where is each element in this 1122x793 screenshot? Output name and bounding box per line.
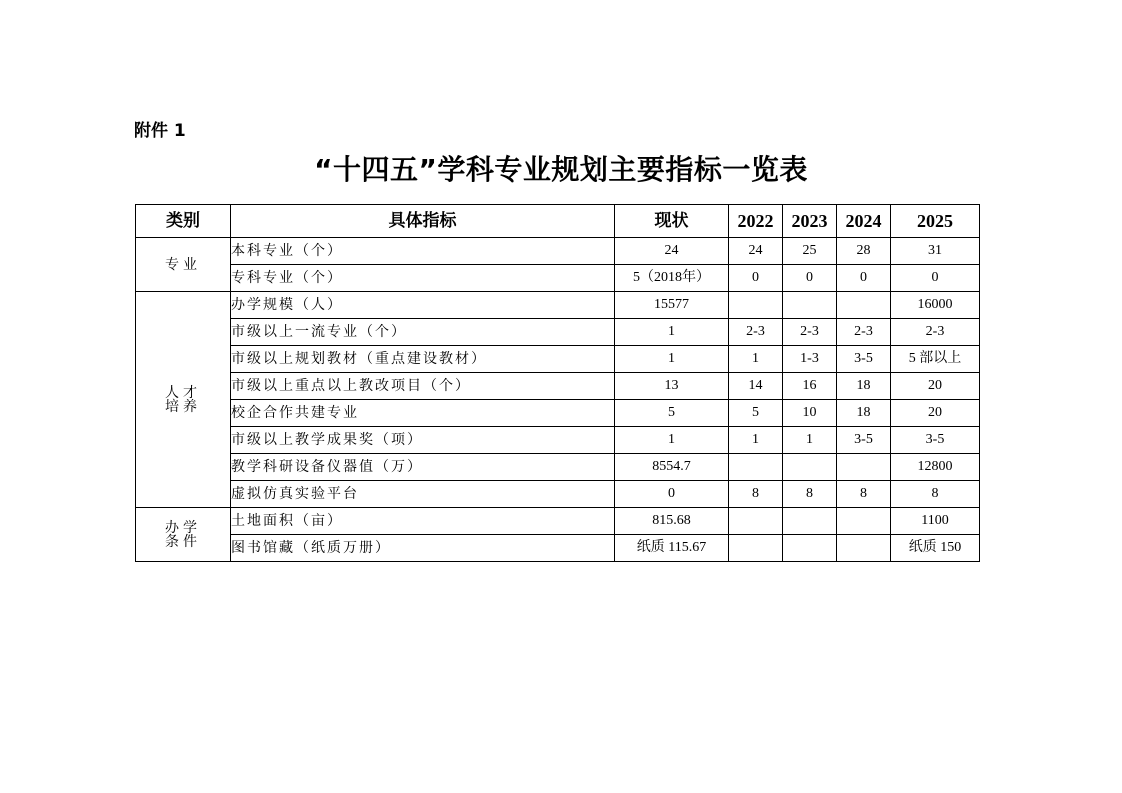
indicator-cell: 土地面积（亩）: [231, 508, 615, 535]
indicator-table: [135, 204, 980, 562]
value-2022-cell: [729, 535, 783, 562]
value-2024-cell: 2-3: [837, 319, 891, 346]
category-label: 人才: [165, 384, 201, 401]
current-value-cell: 815.68: [615, 508, 729, 535]
value-2025-cell: 20: [891, 373, 980, 400]
indicator-cell: 市级以上重点以上教改项目（个）: [231, 373, 615, 400]
value-2025-cell: 12800: [891, 454, 980, 481]
table-row: [136, 454, 980, 481]
value-2024-cell: 3-5: [837, 346, 891, 373]
value-2025-cell: 16000: [891, 292, 980, 319]
page-title: “十四五”学科专业规划主要指标一览表: [314, 153, 808, 186]
current-value-cell: 5（2018年）: [615, 265, 729, 292]
value-2022-cell: 1: [729, 346, 783, 373]
category-label: 条件: [165, 533, 201, 550]
table-row: [136, 265, 980, 292]
indicator-cell: 市级以上教学成果奖（项）: [231, 427, 615, 454]
header-year-2022: 2022: [729, 205, 783, 238]
category-cell: [136, 292, 231, 508]
category-label: 培养: [165, 398, 201, 415]
value-2025-cell: 1100: [891, 508, 980, 535]
table-row: [136, 292, 980, 319]
table-header-row: [136, 205, 980, 238]
value-2023-cell: 16: [783, 373, 837, 400]
value-2024-cell: 18: [837, 400, 891, 427]
indicator-cell: 虚拟仿真实验平台: [231, 481, 615, 508]
value-2025-cell: 8: [891, 481, 980, 508]
current-value-cell: 0: [615, 481, 729, 508]
value-2023-cell: 1-3: [783, 346, 837, 373]
current-value-cell: 1: [615, 346, 729, 373]
value-2022-cell: 24: [729, 238, 783, 265]
value-2024-cell: 8: [837, 481, 891, 508]
value-2024-cell: [837, 535, 891, 562]
value-2022-cell: 1: [729, 427, 783, 454]
value-2022-cell: [729, 454, 783, 481]
current-value-cell: 13: [615, 373, 729, 400]
value-2022-cell: 0: [729, 265, 783, 292]
value-2024-cell: 0: [837, 265, 891, 292]
indicator-cell: 办学规模（人）: [231, 292, 615, 319]
value-2023-cell: [783, 508, 837, 535]
current-value-cell: 1: [615, 319, 729, 346]
indicator-cell: 本科专业（个）: [231, 238, 615, 265]
value-2024-cell: [837, 508, 891, 535]
value-2023-cell: [783, 292, 837, 319]
value-2025-cell: 5 部以上: [891, 346, 980, 373]
table-row: [136, 481, 980, 508]
value-2023-cell: 10: [783, 400, 837, 427]
value-2022-cell: [729, 508, 783, 535]
value-2024-cell: 18: [837, 373, 891, 400]
attachment-label: 附件 1: [134, 121, 186, 141]
header-current: 现状: [615, 205, 729, 238]
value-2023-cell: 8: [783, 481, 837, 508]
category-cell: [136, 508, 231, 562]
current-value-cell: 8554.7: [615, 454, 729, 481]
value-2025-cell: 31: [891, 238, 980, 265]
table-row: [136, 508, 980, 535]
value-2025-cell: 20: [891, 400, 980, 427]
header-year-2024: 2024: [837, 205, 891, 238]
indicator-cell: 市级以上规划教材（重点建设教材）: [231, 346, 615, 373]
value-2022-cell: 5: [729, 400, 783, 427]
value-2025-cell: 3-5: [891, 427, 980, 454]
table-row: [136, 319, 980, 346]
current-value-cell: 15577: [615, 292, 729, 319]
indicator-cell: 校企合作共建专业: [231, 400, 615, 427]
indicator-cell: 教学科研设备仪器值（万）: [231, 454, 615, 481]
category-label: 办学: [165, 519, 201, 536]
category-label: 专业: [165, 256, 201, 273]
header-year-2023: 2023: [783, 205, 837, 238]
indicator-cell: 图书馆藏（纸质万册）: [231, 535, 615, 562]
value-2023-cell: [783, 535, 837, 562]
value-2024-cell: 3-5: [837, 427, 891, 454]
table-row: [136, 535, 980, 562]
table-row: [136, 238, 980, 265]
value-2025-cell: 0: [891, 265, 980, 292]
value-2022-cell: [729, 292, 783, 319]
value-2022-cell: 14: [729, 373, 783, 400]
value-2024-cell: 28: [837, 238, 891, 265]
current-value-cell: 1: [615, 427, 729, 454]
value-2025-cell: 纸质 150: [891, 535, 980, 562]
value-2023-cell: 1: [783, 427, 837, 454]
value-2023-cell: 0: [783, 265, 837, 292]
current-value-cell: 纸质 115.67: [615, 535, 729, 562]
indicator-cell: 专科专业（个）: [231, 265, 615, 292]
indicator-cell: 市级以上一流专业（个）: [231, 319, 615, 346]
header-indicator: 具体指标: [231, 205, 615, 238]
table-body: [136, 238, 980, 562]
value-2023-cell: [783, 454, 837, 481]
table-row: [136, 400, 980, 427]
value-2023-cell: 25: [783, 238, 837, 265]
value-2023-cell: 2-3: [783, 319, 837, 346]
value-2022-cell: 2-3: [729, 319, 783, 346]
header-year-2025: 2025: [891, 205, 980, 238]
value-2024-cell: [837, 454, 891, 481]
current-value-cell: 5: [615, 400, 729, 427]
header-category: 类别: [136, 205, 231, 238]
current-value-cell: 24: [615, 238, 729, 265]
table-row: [136, 427, 980, 454]
value-2025-cell: 2-3: [891, 319, 980, 346]
table-row: [136, 346, 980, 373]
value-2022-cell: 8: [729, 481, 783, 508]
category-cell: [136, 238, 231, 292]
table-row: [136, 373, 980, 400]
value-2024-cell: [837, 292, 891, 319]
